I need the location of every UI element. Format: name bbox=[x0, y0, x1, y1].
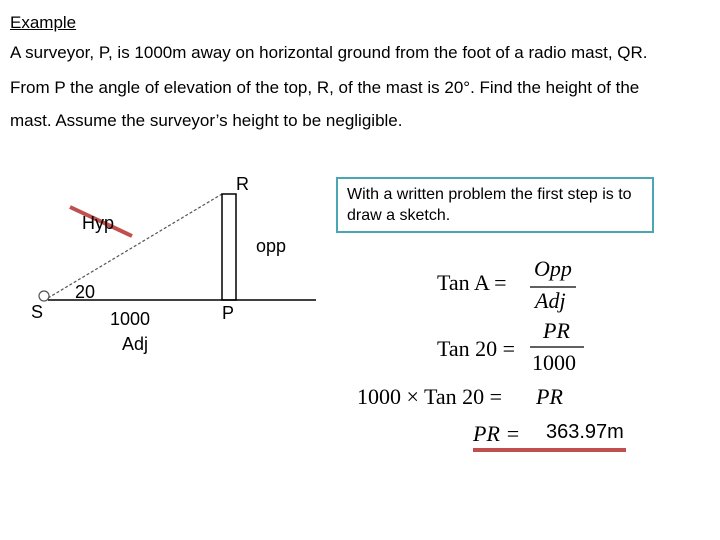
problem-line-3: mast. Assume the surveyor’s height to be negligible. bbox=[10, 111, 403, 130]
problem-line-2: From P the angle of elevation of the top, R, of the mast is 20°. Find the height of the bbox=[10, 78, 640, 97]
working-line2-num: PR bbox=[543, 318, 570, 343]
label-adj: Adj bbox=[122, 334, 149, 354]
answer-value: 363.97m bbox=[546, 421, 624, 443]
label-S: S bbox=[31, 302, 44, 322]
label-base-value: 1000 bbox=[110, 309, 151, 329]
mast bbox=[222, 194, 236, 300]
working-line3-rhs: PR bbox=[536, 384, 563, 409]
label-R: R bbox=[236, 174, 249, 194]
answer-lhs: PR = bbox=[473, 421, 521, 446]
label-P: P bbox=[222, 303, 235, 323]
working-line2-lhs: Tan 20 = bbox=[437, 336, 516, 361]
heading: Example bbox=[10, 13, 77, 32]
problem-line-1: A surveyor, P, is 1000m away on horizontal ground from the foot of a radio mast, QR. bbox=[10, 43, 648, 62]
note-text: With a written problem the first step is to draw a sketch. bbox=[347, 186, 632, 224]
working-line3-lhs: 1000 × Tan 20 = bbox=[357, 384, 503, 409]
note-box bbox=[336, 177, 654, 233]
observer-point-icon bbox=[39, 291, 49, 301]
working-line1-lhs: Tan A = bbox=[437, 270, 507, 295]
label-hyp: Hyp bbox=[82, 213, 115, 233]
label-angle: 20 bbox=[75, 282, 96, 302]
working-line1-num: Opp bbox=[534, 256, 572, 281]
label-opp: opp bbox=[256, 236, 287, 256]
working-line2-den: 1000 bbox=[532, 350, 576, 375]
working-line1-den: Adj bbox=[535, 288, 566, 313]
